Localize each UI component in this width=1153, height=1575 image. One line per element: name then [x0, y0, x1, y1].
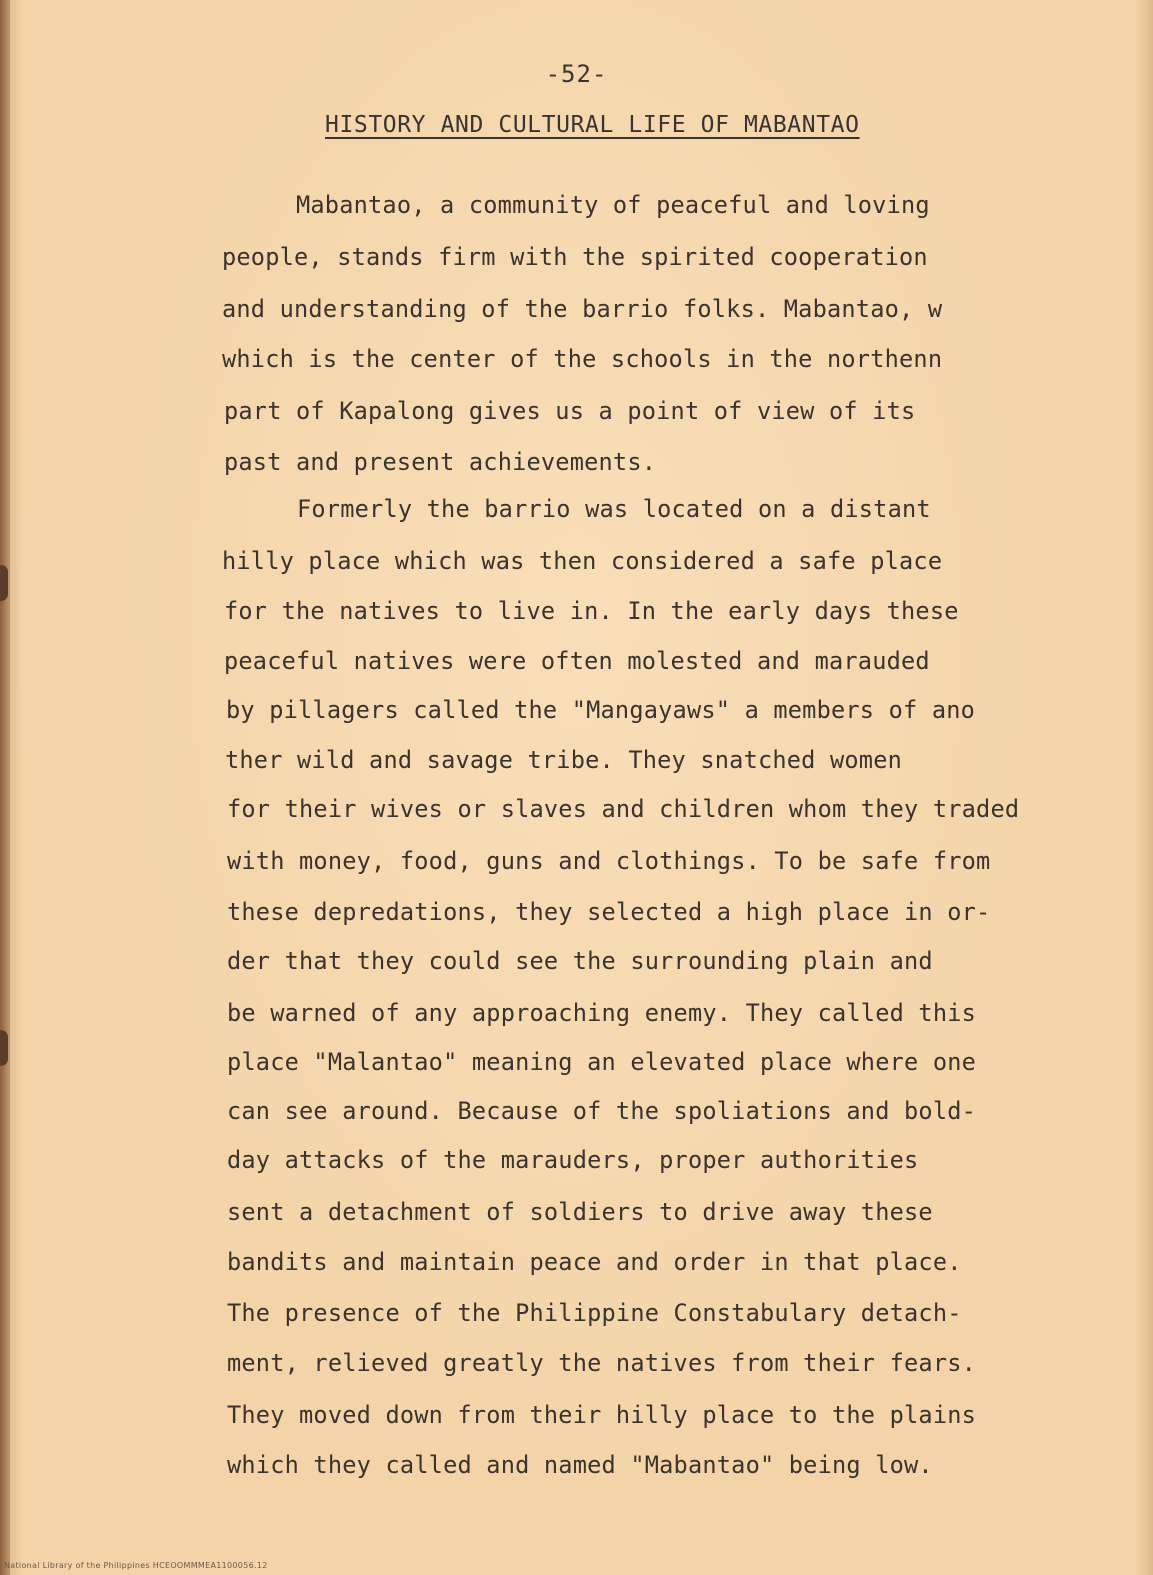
- text-line: The presence of the Philippine Constabulary detach-: [227, 1299, 962, 1327]
- text-line: bandits and maintain peace and order in that place.: [227, 1248, 962, 1276]
- text-line: peaceful natives were often molested and marauded: [224, 647, 930, 675]
- text-line: der that they could see the surrounding plain and: [227, 947, 933, 975]
- text-line: Mabantao, a community of peaceful and loving: [296, 191, 930, 219]
- archive-footer: National Library of the Philippines HCEOOMMMEA1100056.12: [4, 1561, 268, 1570]
- text-line: can see around. Because of the spoliations and bold-: [227, 1097, 977, 1125]
- text-line: sent a detachment of soldiers to drive away these: [227, 1198, 933, 1226]
- page-number: -52-: [545, 60, 608, 88]
- text-line: past and present achievements.: [224, 448, 657, 476]
- text-line: Formerly the barrio was located on a distant: [297, 495, 931, 523]
- binding-hole: [0, 565, 8, 601]
- text-line: with money, food, guns and clothings. To be safe from: [227, 847, 991, 875]
- text-line: ther wild and savage tribe. They snatched women: [225, 746, 903, 774]
- page-edge: [0, 0, 10, 1575]
- text-line: day attacks of the marauders, proper authorities: [227, 1146, 919, 1174]
- text-line: by pillagers called the "Mangayaws" a members of ano: [226, 696, 976, 724]
- text-line: They moved down from their hilly place to the plains: [227, 1401, 977, 1429]
- text-line: ment, relieved greatly the natives from their fears.: [227, 1349, 977, 1377]
- text-line: and understanding of the barrio folks. Mabantao, w: [222, 295, 943, 323]
- text-line: which they called and named "Mabantao" being low.: [227, 1451, 933, 1479]
- text-line: these depredations, they selected a high place in or-: [227, 898, 991, 926]
- text-line: be warned of any approaching enemy. They called this: [227, 999, 977, 1027]
- text-line: part of Kapalong gives us a point of view of its: [224, 397, 916, 425]
- text-line: for the natives to live in. In the early days these: [224, 597, 959, 625]
- binding-hole: [0, 1030, 8, 1066]
- page-title: HISTORY AND CULTURAL LIFE OF MABANTAO: [325, 112, 860, 138]
- text-line: which is the center of the schools in the northenn: [222, 345, 943, 373]
- text-line: hilly place which was then considered a safe place: [222, 547, 943, 575]
- text-line: place "Malantao" meaning an elevated place where one: [227, 1048, 977, 1076]
- text-line: for their wives or slaves and children whom they traded: [227, 795, 1020, 823]
- text-line: people, stands firm with the spirited cooperation: [222, 243, 928, 271]
